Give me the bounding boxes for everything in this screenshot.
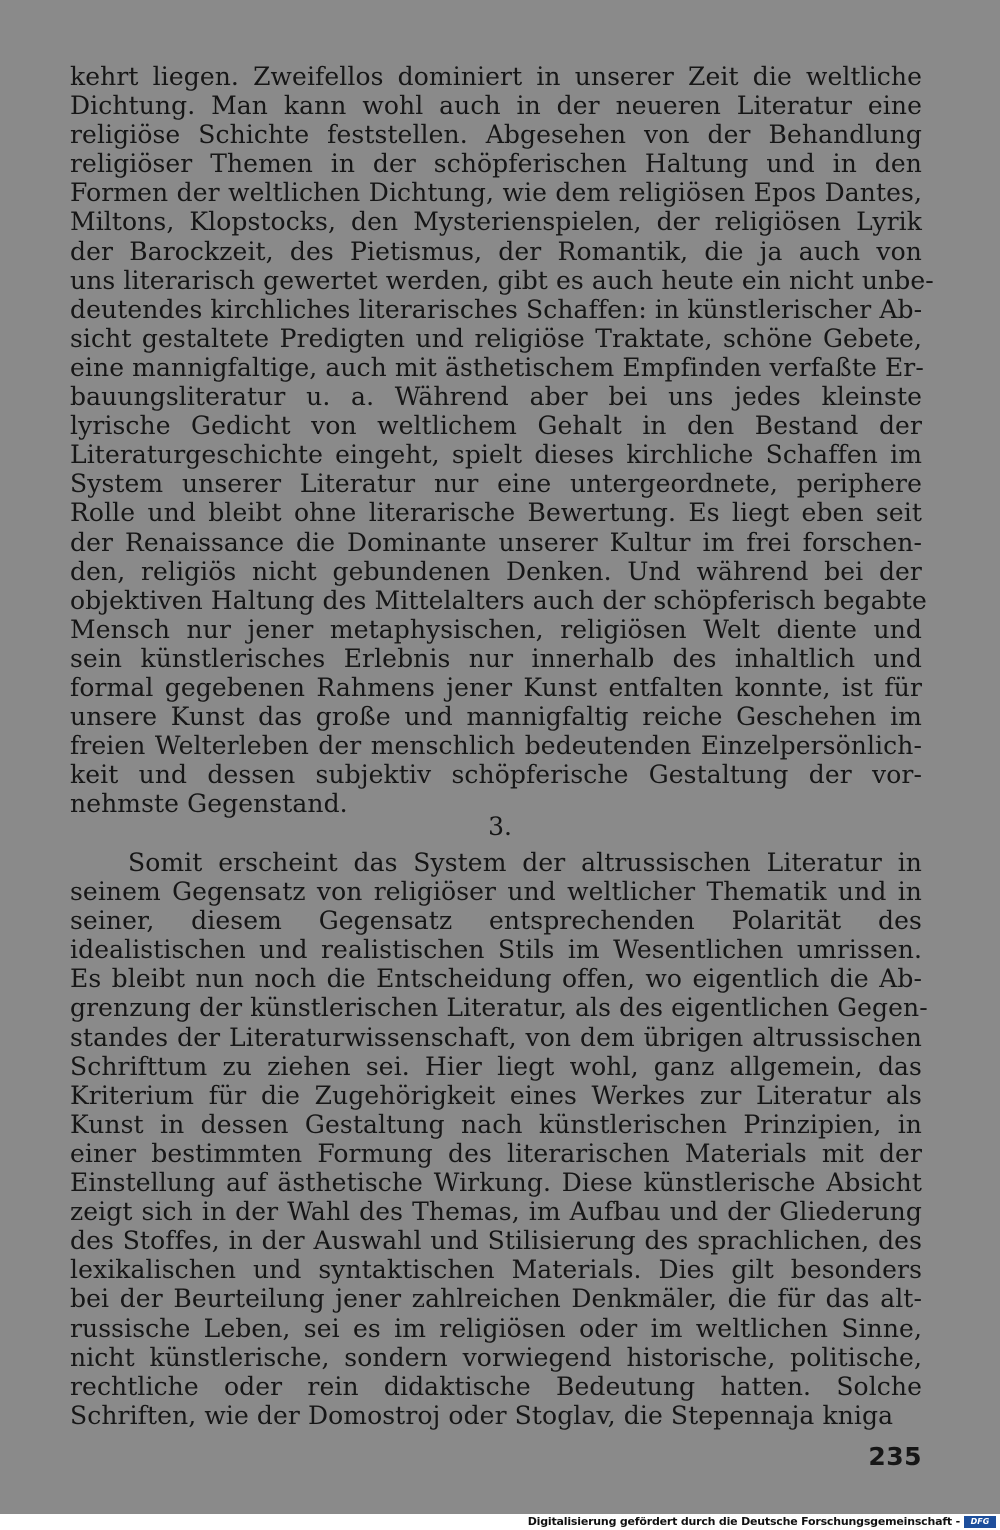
- text-line: rechtliche oder rein didaktische Bedeutung hatten. Solche: [70, 1371, 922, 1401]
- text-line: Dichtung. Man kann wohl auch in der neueren Literatur eine: [70, 91, 922, 121]
- text-line: System unserer Literatur nur eine untergeordnete, periphere: [70, 469, 922, 499]
- text-line: der Renaissance die Dominante unserer Kultur im frei forschen-: [70, 527, 922, 557]
- paragraph-2: [70, 848, 928, 1430]
- text-line: eine mannigfaltige, auch mit ästhetischem Empfinden verfaßte Er-: [70, 352, 924, 382]
- text-line: seinem Gegensatz von religiöser und weltlicher Thematik und in: [70, 877, 922, 907]
- text-line: nicht künstlerische, sondern vorwiegend historische, politische,: [70, 1342, 922, 1372]
- text-line: Es bleibt nun noch die Entscheidung offen, wo eigentlich die Ab-: [70, 964, 922, 994]
- text-line: russische Leben, sei es im religiösen oder im weltlichen Sinne,: [70, 1313, 922, 1343]
- text-line: Schrifttum zu ziehen sei. Hier liegt wohl, ganz allgemein, das: [70, 1051, 922, 1081]
- section-number-text: 3.: [488, 812, 512, 841]
- text-line: Somit erscheint das System der altrussischen Literatur in: [128, 848, 922, 877]
- text-line: des Stoffes, in der Auswahl und Stilisierung des sprachlichen, des: [70, 1226, 922, 1256]
- text-line: religiöser Themen in der schöpferischen Haltung und in den: [70, 149, 922, 179]
- text-line: Mensch nur jener metaphysischen, religiösen Welt diente und: [70, 614, 922, 644]
- text-line: Formen der weltlichen Dichtung, wie dem religiösen Epos Dantes,: [70, 178, 922, 208]
- text-line: deutendes kirchliches literarisches Schaffen: in künstlerischer Ab-: [70, 294, 923, 324]
- text-line: Kriterium für die Zugehörigkeit eines Werkes zur Literatur als: [70, 1080, 922, 1110]
- text-line: lexikalischen und syntaktischen Materials. Dies gilt besonders: [70, 1255, 922, 1285]
- text-line: sein künstlerisches Erlebnis nur innerhalb des inhaltlich und: [70, 643, 922, 673]
- text-line: objektiven Haltung des Mittelalters auch der schöpferisch begabte: [70, 585, 927, 615]
- text-line: der Barockzeit, des Pietismus, der Romantik, die ja auch von: [70, 236, 922, 266]
- text-line: Einstellung auf ästhetische Wirkung. Diese künstlerische Absicht: [70, 1168, 922, 1198]
- text-line: Kunst in dessen Gestaltung nach künstlerischen Prinzipien, in: [70, 1109, 922, 1139]
- text-line: zeigt sich in der Wahl des Themas, im Aufbau und der Gliederung: [70, 1197, 922, 1227]
- text-line: Literaturgeschichte eingeht, spielt dieses kirchliche Schaffen im: [70, 440, 922, 470]
- text-line: grenzung der künstlerischen Literatur, als des eigentlichen Gegen-: [70, 993, 928, 1023]
- text-line: nehmste Gegenstand.: [70, 789, 348, 819]
- text-line: Rolle und bleibt ohne literarische Bewertung. Es liegt eben seit: [70, 498, 922, 528]
- text-line: keit und dessen subjektiv schöpferische Gestaltung der vor-: [70, 760, 922, 790]
- text-line: Miltons, Klopstocks, den Mysterienspielen, der religiösen Lyrik: [70, 207, 922, 237]
- paragraph-1: [70, 62, 934, 819]
- text-line: bauungsliteratur u. a. Während aber bei uns jedes kleinste: [70, 382, 922, 412]
- text-line: standes der Literaturwissenschaft, von dem übrigen altrussischen: [70, 1022, 922, 1052]
- text-line: unsere Kunst das große und mannigfaltig reiche Geschehen im: [70, 702, 922, 732]
- footer-bar: [0, 1514, 1000, 1530]
- section-number: [0, 812, 1000, 842]
- text-line: sicht gestaltete Predigten und religiöse Traktate, schöne Gebete,: [70, 323, 922, 353]
- text-line: freien Welterleben der menschlich bedeutenden Einzelpersönlich-: [70, 731, 922, 761]
- text-line: idealistischen und realistischen Stils im Wesentlichen umrissen.: [70, 935, 922, 965]
- text-line: religiöse Schichte feststellen. Abgesehen von der Behandlung: [70, 120, 922, 150]
- text-line: bei der Beurteilung jener zahlreichen Denkmäler, die für das alt-: [70, 1284, 922, 1314]
- text-line: lyrische Gedicht von weltlichem Gehalt in den Bestand der: [70, 411, 922, 441]
- footer-credit: Digitalisierung gefördert durch die Deutsche Forschungsgemeinschaft -: [527, 1515, 960, 1528]
- text-line: seiner, diesem Gegensatz entsprechenden Polarität des: [70, 906, 922, 936]
- dfg-logo: DFG: [964, 1516, 996, 1528]
- text-line: einer bestimmten Formung des literarischen Materials mit der: [70, 1138, 922, 1168]
- text-line: den, religiös nicht gebundenen Denken. Und während bei der: [70, 556, 922, 586]
- text-line: formal gegebenen Rahmens jener Kunst entfalten konnte, ist für: [70, 672, 922, 702]
- text-line: kehrt liegen. Zweifellos dominiert in unserer Zeit die weltliche: [70, 62, 922, 91]
- text-line: Schriften, wie der Domostroj oder Stoglav, die Stepennaja kniga: [70, 1400, 894, 1430]
- page-number: 235: [868, 1442, 922, 1471]
- text-line: uns literarisch gewertet werden, gibt es auch heute ein nicht unbe-: [70, 265, 934, 295]
